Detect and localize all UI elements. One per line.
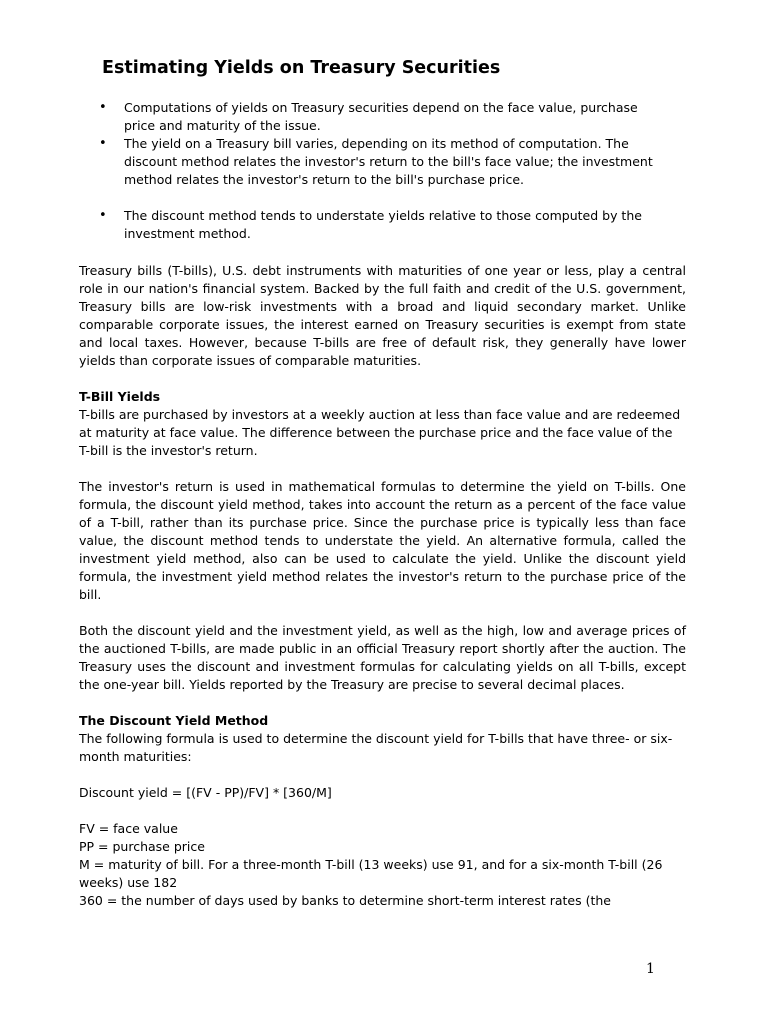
definition-line: FV = face value xyxy=(79,821,178,836)
summary-bullet xyxy=(0,207,660,243)
discount-formula: Discount yield = [(FV - PP)/FV] * [360/M] xyxy=(79,785,332,800)
bullet-text: The yield on a Treasury bill varies, depending on its method of computation. The discount method relates the investor's return to the bill's face value; the investment method relates the investor's return to the bill's purchase price. xyxy=(124,136,653,187)
tbill-yields-section xyxy=(79,388,686,460)
bullet-text: The discount method tends to understate yields relative to those computed by the investment method. xyxy=(124,208,642,241)
intro-paragraph: Treasury bills (T-bills), U.S. debt instruments with maturities of one year or less, play a central role in our nation's financial system. Backed by the full faith and credit of the U.S. government, Treasury bills are low-risk investments with a broad and liquid secondary market. Unlike comparable corporate issues, the interest earned on Treasury securities is exempt from state and local taxes. However, because T-bills are free of default risk, they generally have lower yields than corporate issues of comparable maturities. xyxy=(79,263,686,368)
discount-paragraph: The following formula is used to determine the discount yield for T-bills that have three- or six-month maturities: xyxy=(79,731,673,764)
definition-line: M = maturity of bill. For a three-month T-bill (13 weeks) use 91, and for a six-month T-bill (26 weeks) use 182 xyxy=(79,857,663,890)
tbill-paragraph-2: The investor's return is used in mathematical formulas to determine the yield on T-bills. One formula, the discount yield method, takes into account the return as a percent of the face value of a T-bill, rather than its purchase price. Since the purchase price is typically less than face value, the discount method tends to understate the yield. An alternative formula, called the investment yield method, also can be used to calculate the yield. Unlike the discount yield formula, the investment yield method relates the investor's return to the purchase price of the bill. xyxy=(79,479,686,602)
section-heading: T-Bill Yields xyxy=(79,389,161,404)
formula-definitions xyxy=(79,820,686,910)
bullet-icon: • xyxy=(99,136,107,151)
page-number: 1 xyxy=(646,961,655,977)
summary-bullet-list xyxy=(0,99,768,243)
bullet-icon: • xyxy=(99,100,107,115)
summary-bullet xyxy=(0,135,660,189)
document-title: Estimating Yields on Treasury Securities xyxy=(102,58,501,78)
bullet-text: Computations of yields on Treasury securities depend on the face value, purchase price and maturity of the issue. xyxy=(124,100,638,133)
tbill-paragraph-1: T-bills are purchased by investors at a weekly auction at less than face value and are redeemed at maturity at face value. The difference between the purchase price and the face value of the T-bill is the investor's return. xyxy=(79,407,681,458)
summary-bullet xyxy=(0,99,660,135)
definition-line: 360 = the number of days used by banks to determine short-term interest rates (the xyxy=(79,893,611,908)
definition-line: PP = purchase price xyxy=(79,839,205,854)
section-heading: The Discount Yield Method xyxy=(79,713,269,728)
discount-yield-section xyxy=(79,712,686,766)
bullet-icon: • xyxy=(99,208,107,223)
tbill-paragraph-3: Both the discount yield and the investment yield, as well as the high, low and average prices of the auctioned T-bills, are made public in an official Treasury report shortly after the auction. The Treasury uses the discount and investment formulas for calculating yields on all T-bills, except the one-year bill. Yields reported by the Treasury are precise to several decimal places. xyxy=(79,623,686,692)
